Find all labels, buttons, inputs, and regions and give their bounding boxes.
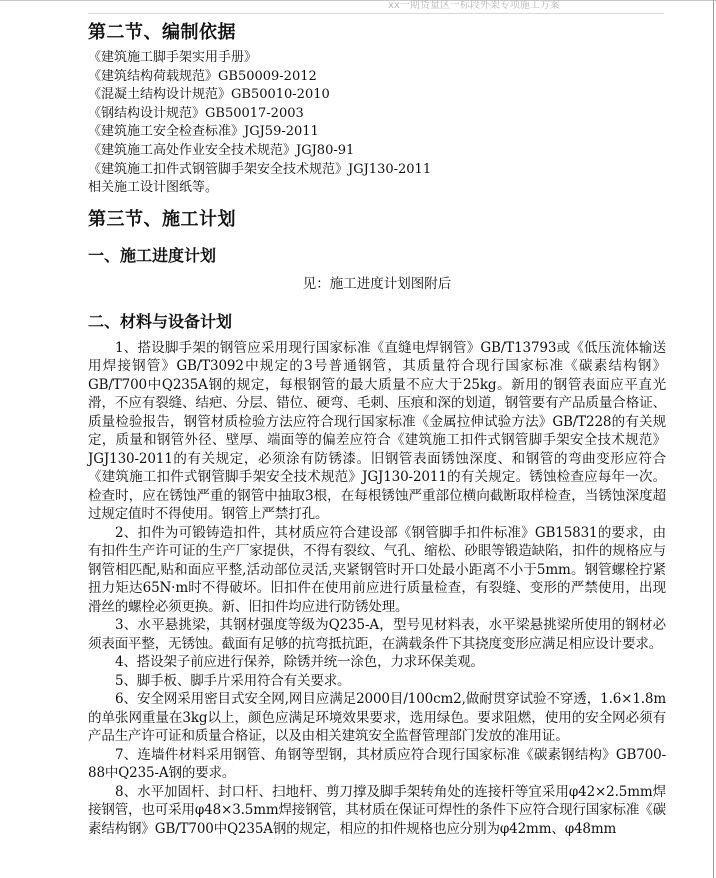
reference-list <box>88 49 666 198</box>
running-header: xx一期货量区一标段外架专项施工方案 <box>388 0 560 11</box>
reference-item: 《建筑结构荷载规范》GB50009-2012 <box>88 68 317 84</box>
section-2-title: 第二节、编制依据 <box>88 22 236 43</box>
materials-paragraph: 3、水平悬挑梁，其钢材强度等级为Q235-A，型号见材料表，水平梁悬挑梁所使用的钢材必须表面平整，无锈蚀。截面有足够的抗弯抵抗距，在满载条件下其挠度变形应满足相应设计要求。 <box>88 617 666 652</box>
section-3-title: 第三节、施工计划 <box>88 208 236 230</box>
page-top-edge <box>0 0 716 1</box>
materials-paragraph: 2、扣件为可锻铸造扣件，其材质应符合建设部《钢管脚手扣件标准》GB15831的要求，由有扣件生产许可证的生产厂家提供，不得有裂纹、气孔、缩松、砂眼等锻造缺陷，扣件的规格应与钢管相匹配,贴和面应平整,活动部位灵活,夹紧钢管时开口处最小距离不小于5mm。钢管螺栓拧紧扭力矩达65N·m时不得破坏。旧扣件在使用前应进行质量检查，有裂缝、变形的严禁使用，出现滑丝的螺栓必须更换。新、旧扣件均应进行防锈处理。 <box>88 524 666 615</box>
subsection-schedule-title: 一、施工进度计划 <box>88 245 217 265</box>
schedule-note: 见：施工进度计划图附后 <box>302 275 452 292</box>
reference-item: 《建筑施工扣件式钢管脚手架安全技术规范》JGJ130-2011 <box>88 161 432 177</box>
page-right-edge <box>713 0 714 878</box>
reference-item: 《建筑施工安全检查标准》JGJ59-2011 <box>88 124 319 140</box>
reference-item: 《建筑施工高处作业安全技术规范》JGJ80-91 <box>88 142 355 158</box>
materials-paragraphs <box>88 339 666 839</box>
document-body <box>88 20 666 838</box>
materials-paragraph: 5、脚手板、脚手片采用符合有关要求。 <box>115 672 351 689</box>
materials-paragraph: 8、水平加固杆、封口杆、扫地杆、剪刀撑及脚手架转角处的连接杆等宜采用φ42×2.5mm焊接钢管，也可采用φ48×3.5mm焊接钢管，其材质在保证可焊性的条件下应符合现行国家标准《碳素结构钢》GB/T700中Q235A钢的规定，相应的扣件规格也应分别为φ42mm、φ48mm <box>88 783 666 837</box>
reference-item: 《建筑施工脚手架实用手册》 <box>88 50 258 65</box>
subsection-materials-title: 二、材料与设备计划 <box>88 311 233 331</box>
reference-item: 《钢结构设计规范》GB50017-2003 <box>88 105 304 121</box>
materials-paragraph: 4、搭设架子前应进行保养，除锈并统一涂色，力求环保美观。 <box>115 654 484 671</box>
reference-item: 《混凝土结构设计规范》GB50010-2010 <box>88 87 330 103</box>
reference-item: 相关施工设计图纸等。 <box>88 180 219 196</box>
materials-paragraph: 7、连墙件材料采用钢管、角钢等型钢，其材质应符合现行国家标准《碳素钢结构》GB700-88中Q235-A钢的要求。 <box>88 746 666 782</box>
header-rule <box>88 13 664 14</box>
materials-paragraph: 6、安全网采用密目式安全网,网目应满足2000目/100cm2,做耐贯穿试验不穿透，1.6×1.8m的单张网重量在3kg以上，颜色应满足环境效果要求，选用绿色。要求阻燃，使用的安全网必须有产品生产许可证和质量合格证，以及由相关建筑安全监督管理部门发放的准用证。 <box>88 691 666 745</box>
materials-paragraph: 1、搭设脚手架的钢管应采用现行国家标准《直缝电焊钢管》GB/T13793或《低压流体输送用焊接钢管》GB/T3092中规定的3号普通钢管，其质量符合现行国家标准《碳素结构钢》GB/T700中Q235A钢的规定，每根钢管的最大质量不应大于25kg。新用的钢管表面应平直光滑，不应有裂缝、结疤、分层、错位、硬弯、毛刺、压痕和深的划道，钢管要有产品质量合格证、质量检验报告，钢管材质检验方法应符合现行国家标准《金属拉伸试验方法》GB/T228的有关规定，质量和钢管外径、壁厚、端面等的偏差应符合《建筑施工扣件式钢管脚手架安全技术规范》JGJ130-2011的有关规定，必须涂有防锈漆。旧钢管表面锈蚀深度、和钢管的弯曲变形应符合《建筑施工扣件式钢管脚手架安全技术规范》JGJ130-2011的有关规定。锈蚀检查应每年一次。检查时，应在锈蚀严重的钢管中抽取3根，在每根锈蚀严重部位横向截断取样检查，当锈蚀深度超过规定值时不得使用。钢管上严禁打孔。 <box>88 339 666 523</box>
